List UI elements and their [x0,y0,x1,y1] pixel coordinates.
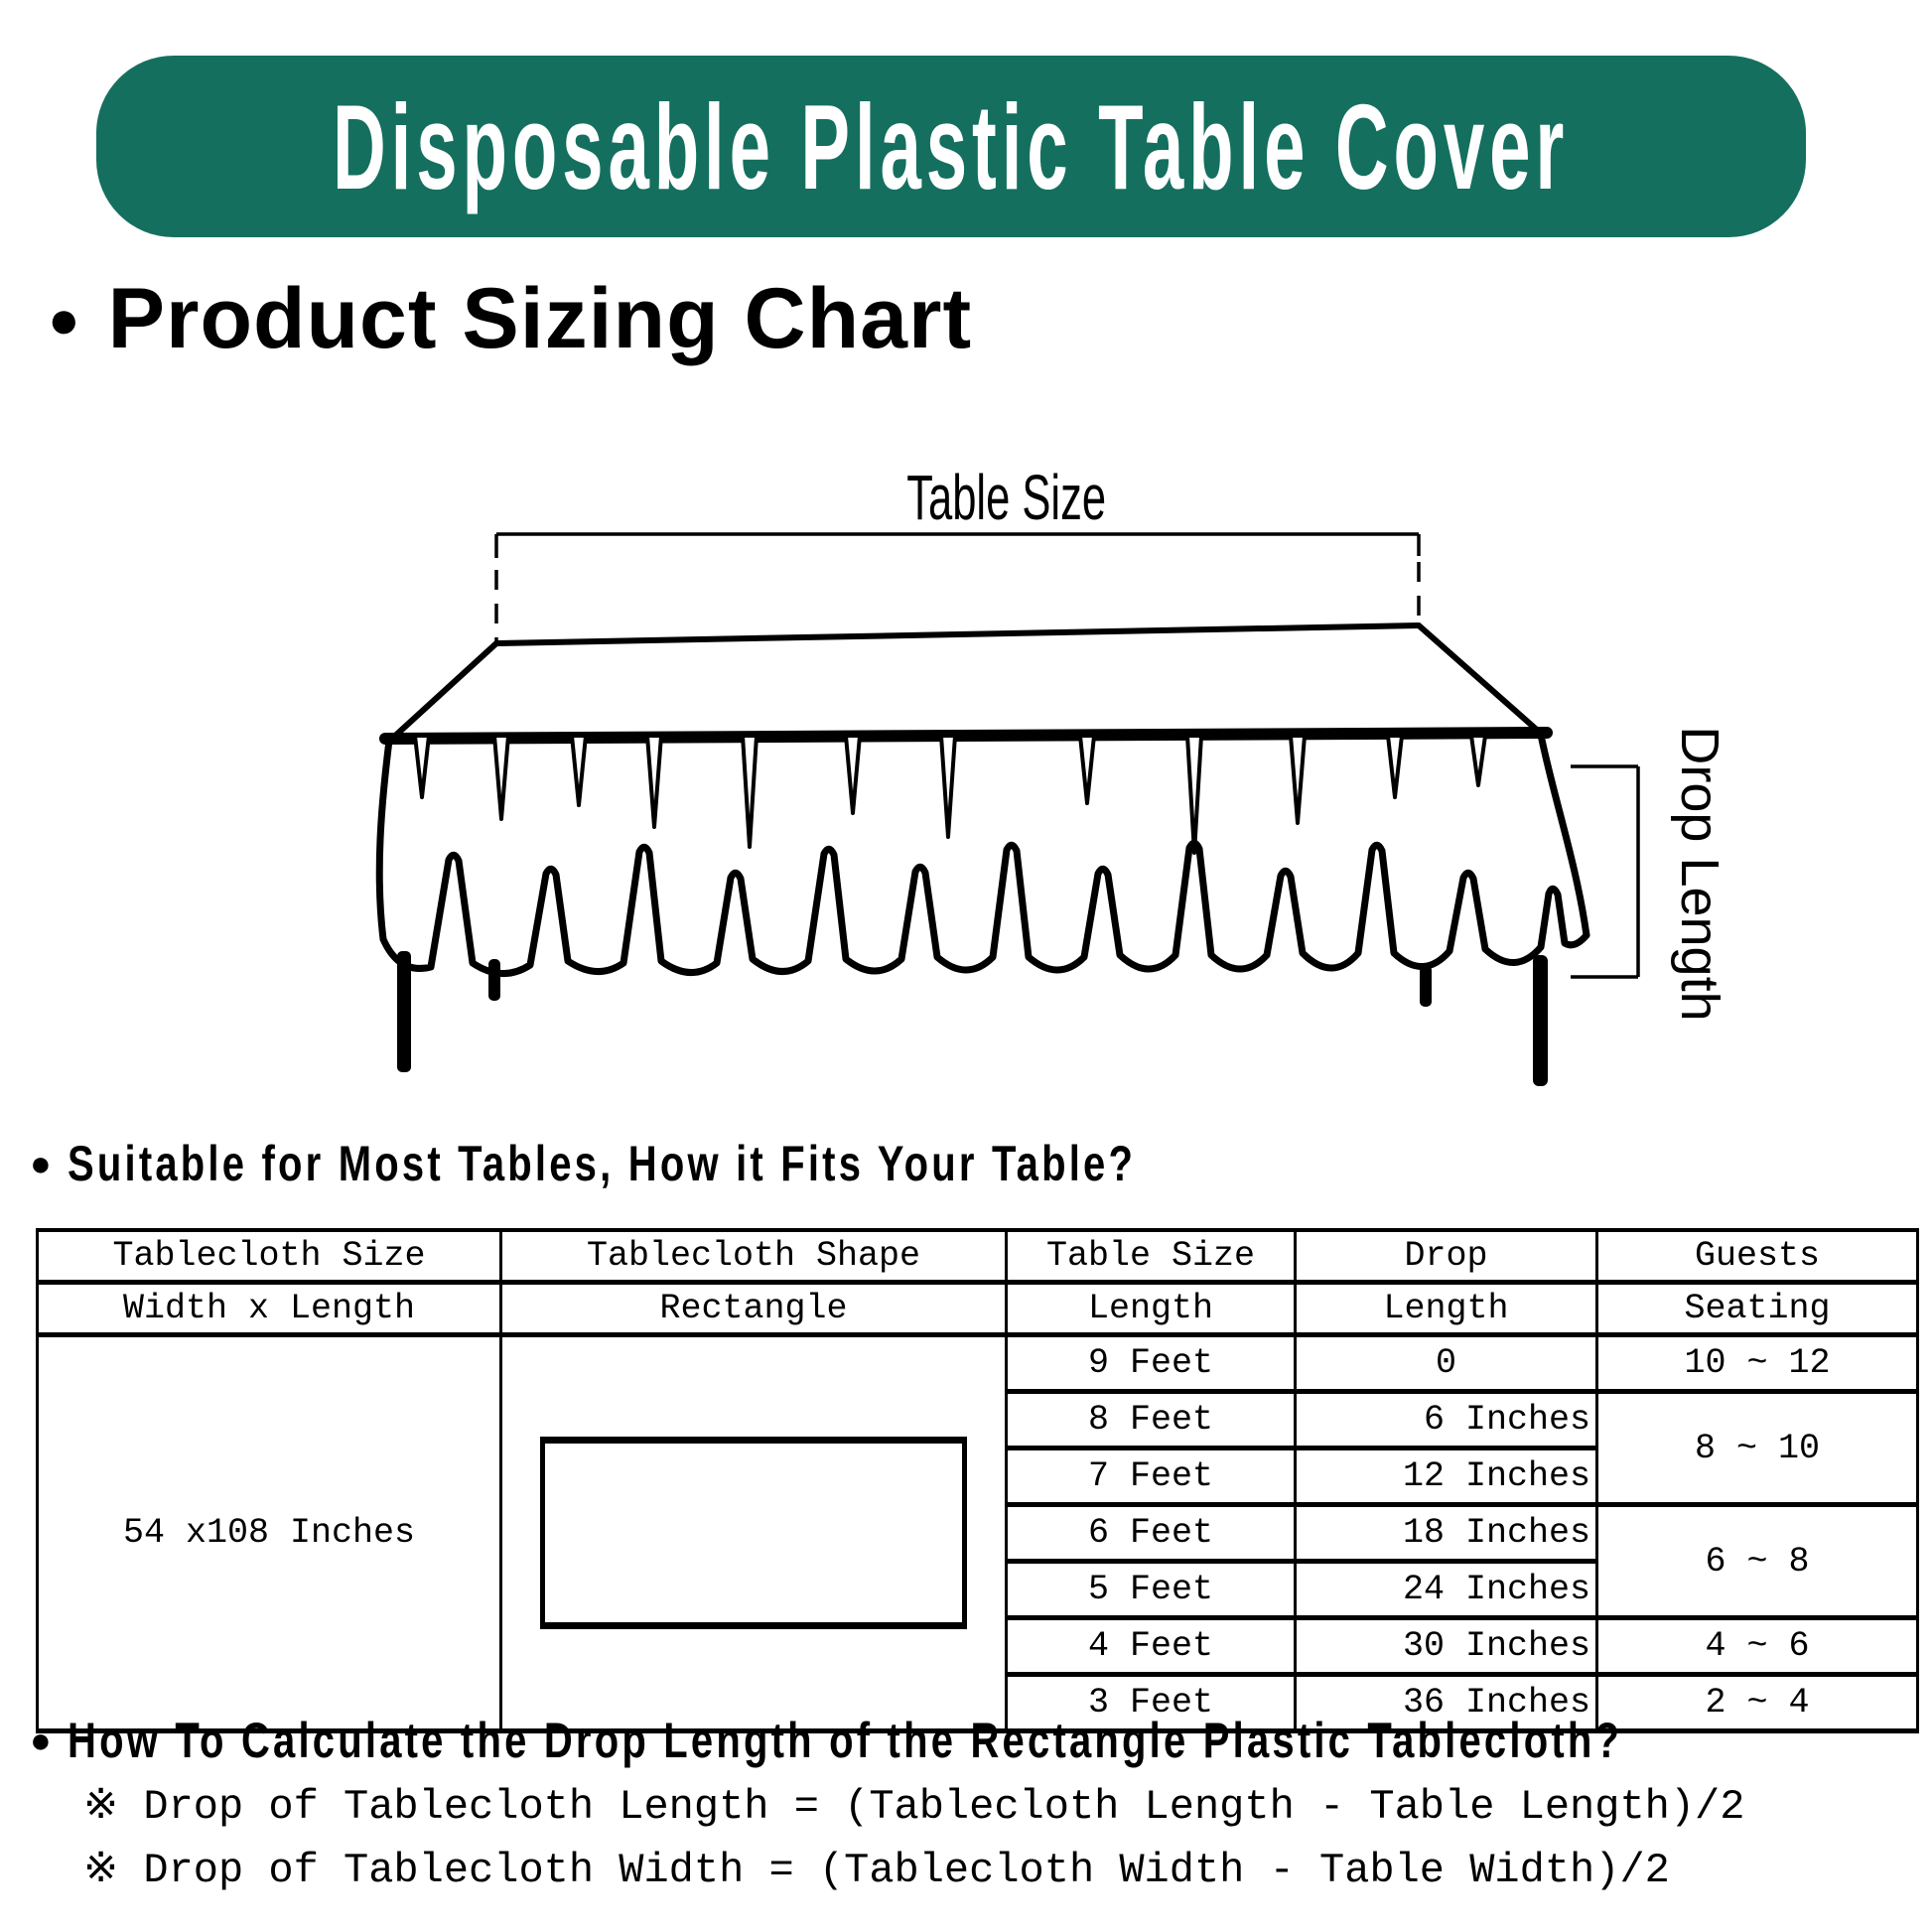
cell-table-size: 8 Feet [1008,1394,1297,1450]
drop-length-bracket [1571,766,1638,977]
cell-table-size: 4 Feet [1008,1620,1297,1677]
table-header-row-2 [39,1285,1919,1337]
section-heading-fit [30,1135,1403,1192]
cell-drop: 24 Inches [1297,1564,1598,1620]
header-cell: Length [1297,1285,1598,1337]
tabletop-outline [385,625,1547,739]
bullet-icon: ● [48,289,80,349]
rectangle-shape-icon [540,1437,967,1629]
cell-drop: 12 Inches [1297,1450,1598,1507]
header-cell: Tablecloth Shape [502,1232,1008,1285]
cell-table-size: 5 Feet [1008,1564,1297,1620]
cell-table-size: 7 Feet [1008,1450,1297,1507]
title-banner [96,56,1806,237]
cell-tablecloth-size: 54 x108 Inches [39,1337,502,1733]
cell-guests: 10 ~ 12 [1598,1337,1919,1394]
cell-drop: 36 Inches [1297,1677,1598,1733]
formula-drop-length: ※ Drop of Tablecloth Length = (Tablecloth Length - Table Length)/2 [83,1783,1745,1831]
table-header-row-1 [39,1232,1919,1285]
cell-table-size: 9 Feet [1008,1337,1297,1394]
cell-guests: 8 ~ 10 [1598,1394,1919,1507]
header-cell: Drop [1297,1232,1598,1285]
section-heading-sizing-chart [48,270,972,368]
cell-drop: 18 Inches [1297,1507,1598,1564]
cell-guests: 6 ~ 8 [1598,1507,1919,1620]
section-title: Product Sizing Chart [107,271,973,366]
section-heading-calc [30,1712,1932,1769]
cell-drop: 30 Inches [1297,1620,1598,1677]
bullet-icon: ● [30,1143,52,1183]
cell-drop: 0 [1297,1337,1598,1394]
header-cell: Width x Length [39,1285,502,1337]
header-cell: Rectangle [502,1285,1008,1337]
header-cell: Tablecloth Size [39,1232,502,1285]
cloth-hem [383,843,1587,973]
cell-tablecloth-shape [502,1337,1008,1733]
header-cell: Seating [1598,1285,1919,1337]
header-cell: Table Size [1008,1232,1297,1285]
cell-guests: 2 ~ 4 [1598,1677,1919,1733]
table-size-label: Table Size [906,462,1107,533]
cloth-fringe-spikes [415,736,1485,853]
cell-guests: 4 ~ 6 [1598,1620,1919,1677]
cell-table-size: 3 Feet [1008,1677,1297,1733]
section-title: How To Calculate the Drop Length of the Rectangle Plastic Tablecloth? [67,1713,1622,1768]
header-cell: Guests [1598,1232,1919,1285]
banner-title: Disposable Plastic Table Cover [333,78,1570,214]
section-title: Suitable for Most Tables, How it Fits Your Table? [67,1136,1136,1191]
tablecloth-diagram [328,427,1718,1162]
table-row [39,1337,1919,1394]
formula-drop-width: ※ Drop of Tablecloth Width = (Tablecloth Width - Table Width)/2 [83,1847,1670,1894]
drop-length-label: Drop Length [1670,726,1729,1022]
header-cell: Length [1008,1285,1297,1337]
sizing-table [36,1228,1919,1733]
bullet-icon: ● [30,1720,52,1760]
cell-table-size: 6 Feet [1008,1507,1297,1564]
cell-drop: 6 Inches [1297,1394,1598,1450]
